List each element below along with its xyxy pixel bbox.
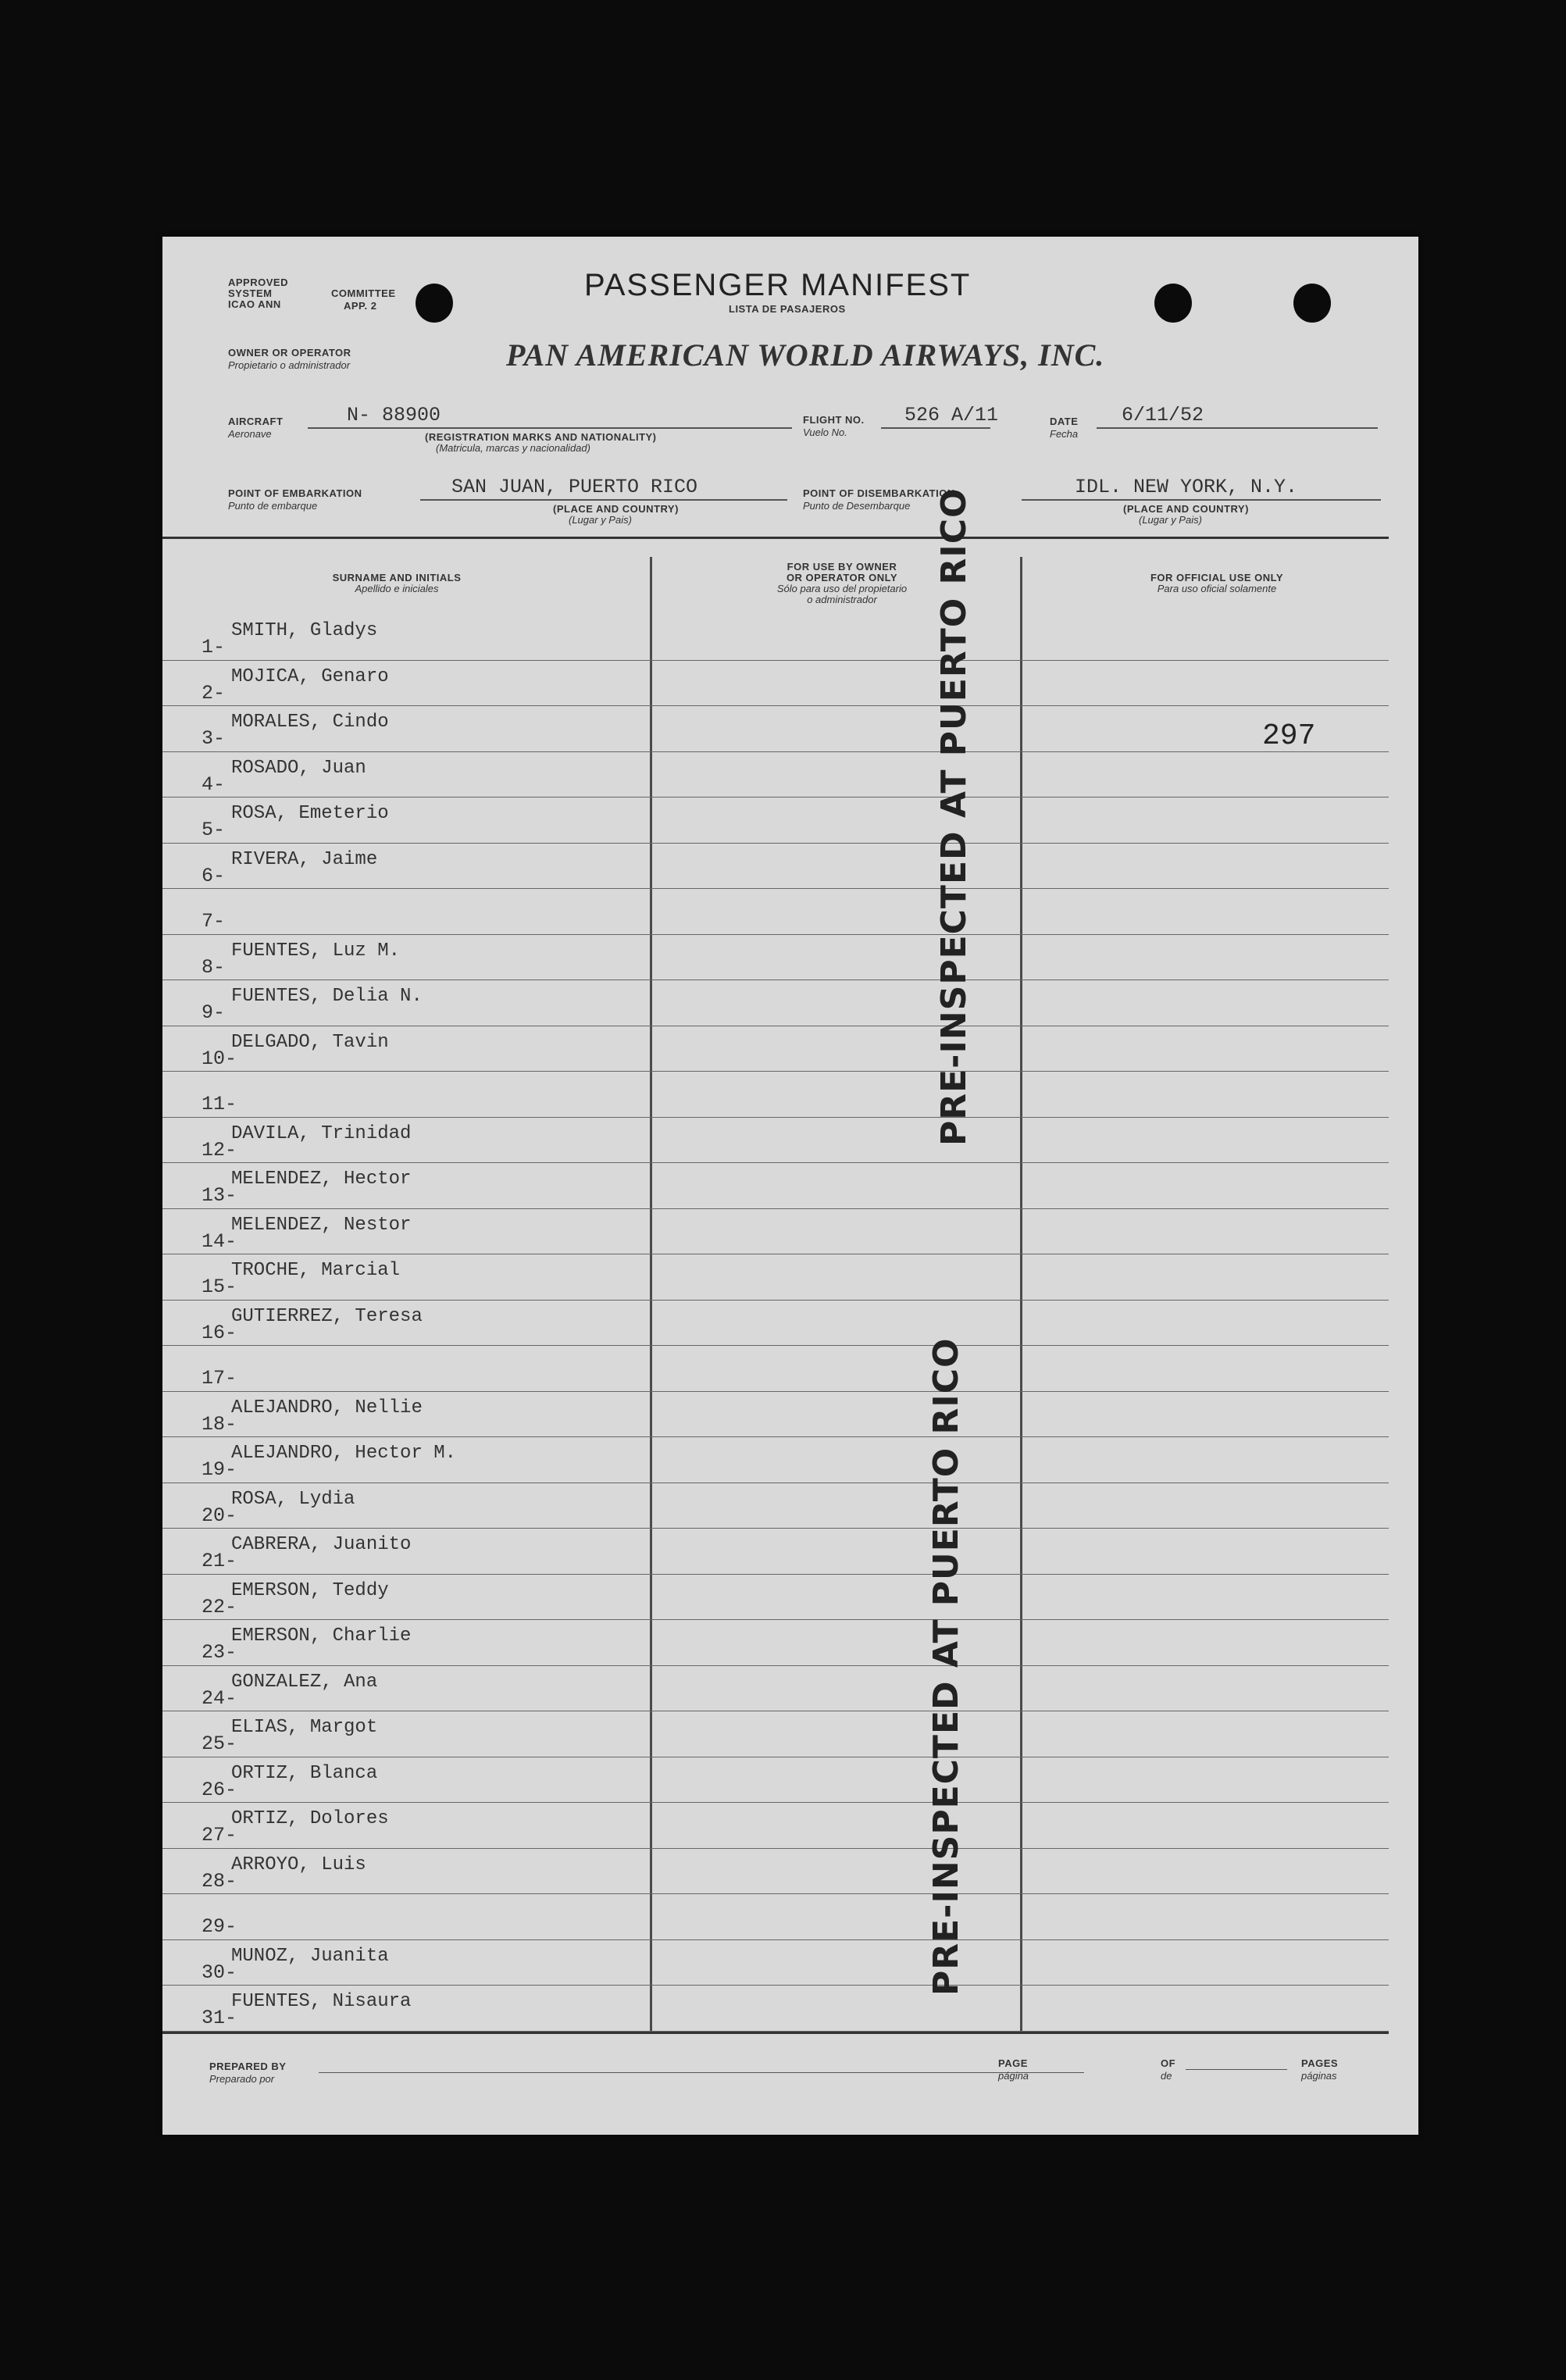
disembark-label-es: Punto de Desembarque [803, 500, 911, 512]
passenger-name: DELGADO, Tavin [231, 1031, 389, 1053]
row-number: 19- [202, 1458, 237, 1481]
row-divider [162, 1208, 1389, 1209]
passenger-name: RIVERA, Jaime [231, 848, 378, 870]
row-divider [162, 934, 1389, 935]
passenger-name: GUTIERREZ, Teresa [231, 1305, 423, 1327]
row-divider [162, 2031, 1389, 2032]
row-divider [162, 1802, 1389, 1803]
row-divider [162, 1391, 1389, 1392]
passenger-name: GONZALEZ, Ana [231, 1671, 378, 1693]
embark-value: SAN JUAN, PUERTO RICO [451, 476, 698, 498]
row-number: 9- [202, 1001, 226, 1024]
column-divider-1 [650, 557, 652, 2032]
table-top-line [162, 537, 1389, 539]
owner-use-line3: Sólo para uso del propietario [776, 583, 908, 594]
official-use-header [1045, 573, 1389, 594]
row-number: 10- [202, 1047, 237, 1070]
of-label: OF [1161, 2057, 1176, 2069]
passenger-name: TROCHE, Marcial [231, 1260, 401, 1281]
row-divider [162, 751, 1389, 752]
operator-name: PAN AMERICAN WORLD AIRWAYS, INC. [506, 337, 1105, 373]
owner-use-line2: OR OPERATOR ONLY [786, 572, 898, 583]
owner-label-es: Propietario o administrador [228, 359, 351, 371]
row-divider [162, 705, 1389, 706]
passenger-name: DAVILA, Trinidad [231, 1122, 412, 1144]
page-title-es: LISTA DE PASAJEROS [729, 303, 846, 315]
prepared-label-es: Preparado por [209, 2073, 275, 2085]
aircraft-line [308, 427, 792, 429]
row-number: 8- [202, 955, 226, 979]
passenger-name: MOJICA, Genaro [231, 665, 389, 687]
of-label-es: de [1161, 2070, 1172, 2082]
passenger-name: SMITH, Gladys [231, 620, 378, 641]
row-number: 17- [202, 1367, 237, 1390]
inspection-stamp-bottom: PRE-INSPECTED AT PUERTO RICO [926, 1337, 966, 1996]
pages-label-es: páginas [1301, 2070, 1337, 2082]
disembark-value: IDL. NEW YORK, N.Y. [1075, 476, 1298, 498]
owner-use-line4: o administrador [807, 594, 877, 605]
row-number: 7- [202, 910, 226, 933]
date-label-es: Fecha [1050, 428, 1079, 440]
committee-text: COMMITTEE [331, 287, 396, 299]
embark-line [420, 499, 787, 501]
row-divider [162, 888, 1389, 889]
passenger-name: MUNOZ, Juanita [231, 1945, 389, 1967]
row-divider [162, 1117, 1389, 1118]
row-number: 6- [202, 864, 226, 887]
flight-label: FLIGHT NO. [803, 414, 865, 426]
surname-header [241, 573, 553, 594]
row-number: 28- [202, 1869, 237, 1893]
surname-header-text: SURNAME AND INITIALS [332, 572, 462, 583]
row-number: 3- [202, 727, 226, 750]
page-label-es: página [998, 2070, 1029, 2082]
row-number: 25- [202, 1732, 237, 1755]
row-number: 16- [202, 1321, 237, 1344]
row-number: 23- [202, 1641, 237, 1664]
passenger-name: ARROYO, Luis [231, 1854, 366, 1875]
approved-block [228, 277, 288, 310]
row-divider [162, 1985, 1389, 1986]
flight-value: 526 A/11 [904, 404, 999, 426]
row-number: 18- [202, 1412, 237, 1436]
passenger-name: MORALES, Cindo [231, 712, 389, 733]
passenger-name: ROSA, Lydia [231, 1488, 355, 1510]
flight-label-es: Vuelo No. [803, 426, 847, 438]
row-number: 22- [202, 1595, 237, 1618]
disembark-line [1022, 499, 1381, 501]
passenger-name: ROSADO, Juan [231, 757, 366, 779]
prepared-label: PREPARED BY [209, 2061, 287, 2072]
date-line [1097, 427, 1378, 429]
official-number: 297 [1262, 719, 1316, 753]
row-divider [162, 1436, 1389, 1437]
manifest-paper [162, 237, 1418, 2135]
app-text: APP. 2 [344, 300, 377, 312]
passenger-name: EMERSON, Teddy [231, 1579, 389, 1601]
row-divider [162, 979, 1389, 980]
row-number: 13- [202, 1184, 237, 1207]
row-divider [162, 1665, 1389, 1666]
row-number: 14- [202, 1229, 237, 1253]
row-number: 29- [202, 1915, 237, 1938]
row-divider [162, 660, 1389, 661]
approved-icao-text: ICAO ANN [228, 298, 281, 310]
pages-label: PAGES [1301, 2057, 1339, 2069]
official-use-line1: FOR OFFICIAL USE ONLY [1150, 572, 1284, 583]
passenger-name: ORTIZ, Blanca [231, 1762, 378, 1784]
passenger-name: FUENTES, Luz M. [231, 940, 401, 962]
embark-label: POINT OF EMBARKATION [228, 487, 362, 499]
registration-note: (REGISTRATION MARKS AND NATIONALITY) [425, 431, 657, 443]
inspection-stamp-top: PRE-INSPECTED AT PUERTO RICO [934, 487, 974, 1146]
row-divider [162, 1071, 1389, 1072]
row-divider [162, 1162, 1389, 1163]
approved-system-text: SYSTEM [228, 287, 273, 299]
row-number: 30- [202, 1961, 237, 1984]
row-number: 31- [202, 2007, 237, 2029]
row-number: 4- [202, 773, 226, 796]
page-title: PASSENGER MANIFEST [584, 268, 972, 302]
passenger-name: ORTIZ, Dolores [231, 1808, 389, 1829]
passenger-name: ELIAS, Margot [231, 1717, 378, 1738]
embark-label-es: Punto de embarque [228, 500, 318, 512]
date-label: DATE [1050, 416, 1079, 427]
row-number: 15- [202, 1276, 237, 1298]
aircraft-value: N- 88900 [347, 404, 441, 426]
row-divider [162, 1848, 1389, 1849]
row-divider [162, 1300, 1389, 1301]
row-number: 2- [202, 681, 226, 705]
row-divider [162, 843, 1389, 844]
passenger-name: ROSA, Emeterio [231, 803, 389, 824]
embark-note-es: (Lugar y Pais) [569, 514, 632, 526]
disembark-label: POINT OF DISEMBARKATION [803, 487, 955, 499]
passenger-name: ALEJANDRO, Hector M. [231, 1443, 457, 1464]
passenger-name: FUENTES, Delia N. [231, 986, 423, 1007]
row-divider [162, 1528, 1389, 1529]
surname-header-es: Apellido e iniciales [355, 583, 439, 594]
passenger-name: MELENDEZ, Hector [231, 1169, 412, 1190]
punch-hole [416, 284, 453, 323]
row-number: 21- [202, 1550, 237, 1572]
table-bottom-line [162, 2032, 1389, 2034]
row-divider [162, 1893, 1389, 1894]
punch-hole [1154, 284, 1192, 323]
passenger-name: CABRERA, Juanito [231, 1534, 412, 1555]
flight-line [881, 427, 990, 429]
row-number: 26- [202, 1778, 237, 1801]
column-divider-2 [1020, 557, 1022, 2032]
official-use-line2: Para uso oficial solamente [1157, 583, 1277, 594]
embark-note: (PLACE AND COUNTRY) [553, 503, 679, 515]
disembark-note-es: (Lugar y Pais) [1139, 514, 1202, 526]
passenger-name: FUENTES, Nisaura [231, 1991, 412, 2012]
row-number: 24- [202, 1686, 237, 1710]
aircraft-label: AIRCRAFT [228, 416, 284, 427]
row-number: 27- [202, 1824, 237, 1847]
aircraft-label-es: Aeronave [228, 428, 272, 440]
row-divider [162, 1619, 1389, 1620]
page-label: PAGE [998, 2057, 1028, 2069]
row-divider [162, 1939, 1389, 1940]
owner-use-line1: FOR USE BY OWNER [787, 561, 897, 573]
row-number: 5- [202, 819, 226, 841]
row-divider [162, 1345, 1389, 1346]
owner-label: OWNER OR OPERATOR [228, 347, 351, 359]
row-number: 12- [202, 1138, 237, 1161]
passenger-name: ALEJANDRO, Nellie [231, 1397, 423, 1418]
row-number: 20- [202, 1504, 237, 1527]
date-value: 6/11/52 [1122, 404, 1204, 426]
row-number: 1- [202, 636, 226, 658]
row-number: 11- [202, 1093, 237, 1115]
disembark-note: (PLACE AND COUNTRY) [1123, 503, 1249, 515]
row-divider [162, 1574, 1389, 1575]
approved-text: APPROVED [228, 277, 288, 288]
passenger-name: EMERSON, Charlie [231, 1625, 412, 1647]
prepared-line [319, 2072, 1084, 2073]
registration-note-es: (Matricula, marcas y nacionalidad) [436, 442, 590, 454]
punch-hole [1293, 284, 1331, 323]
of-line [1186, 2069, 1287, 2070]
passenger-name: MELENDEZ, Nestor [231, 1214, 412, 1236]
